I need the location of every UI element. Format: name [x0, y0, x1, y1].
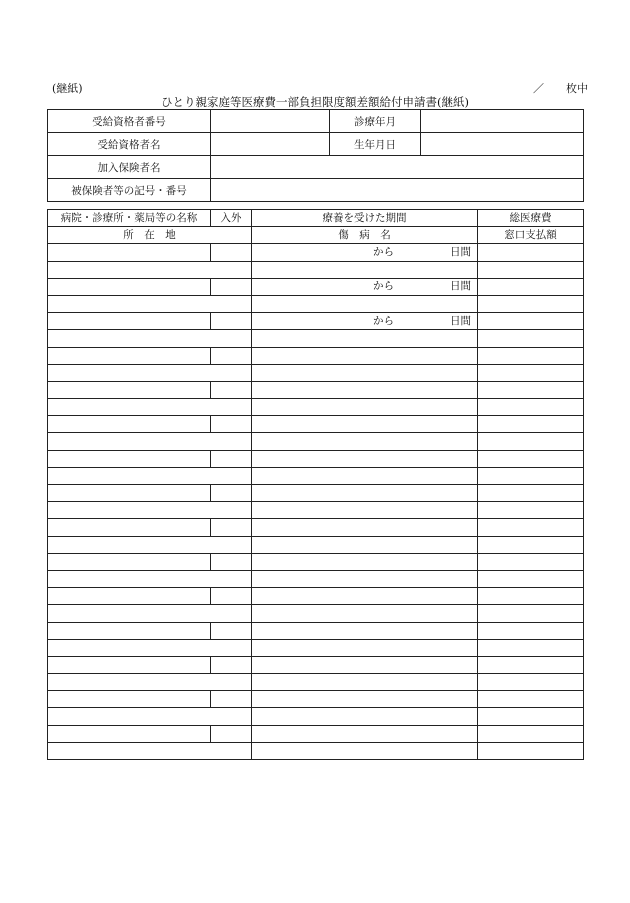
- recipient-name-label: 受給資格者名: [48, 133, 211, 156]
- institution-name-field[interactable]: [48, 347, 211, 364]
- treatment-period-field[interactable]: [252, 381, 478, 398]
- copay-field[interactable]: [478, 467, 584, 484]
- institution-name-field[interactable]: [48, 278, 211, 295]
- address-header: 所 在 地: [48, 227, 252, 244]
- treatment-period-field[interactable]: [252, 725, 478, 742]
- disease-field[interactable]: [252, 433, 478, 450]
- treatment-period-field[interactable]: [252, 244, 478, 261]
- copay-field[interactable]: [478, 295, 584, 312]
- birth-date-label: 生年月日: [330, 133, 421, 156]
- inpatient-outpatient-field[interactable]: [211, 691, 252, 708]
- medical-detail-table: [47, 209, 584, 760]
- inpatient-outpatient-field[interactable]: [211, 450, 252, 467]
- recipient-number-label: 受給資格者番号: [48, 110, 211, 133]
- disease-field[interactable]: [252, 742, 478, 759]
- total-cost-field[interactable]: [478, 519, 584, 536]
- disease-field[interactable]: [252, 330, 478, 347]
- copay-field[interactable]: [478, 433, 584, 450]
- inpatient-outpatient-field[interactable]: [211, 485, 252, 502]
- disease-header: 傷 病 名: [252, 227, 478, 244]
- copay-field[interactable]: [478, 605, 584, 622]
- disease-field[interactable]: [252, 295, 478, 312]
- total-cost-field[interactable]: [478, 313, 584, 330]
- insurer-field[interactable]: [211, 156, 584, 179]
- treatment-period-field[interactable]: [252, 656, 478, 673]
- total-cost-field[interactable]: [478, 656, 584, 673]
- disease-field[interactable]: [252, 364, 478, 381]
- copay-field[interactable]: [478, 502, 584, 519]
- address-field[interactable]: [48, 639, 252, 656]
- insurer-label: 加入保険者名: [48, 156, 211, 179]
- continuation-label: (継紙): [52, 82, 83, 95]
- disease-field[interactable]: [252, 261, 478, 278]
- disease-field[interactable]: [252, 536, 478, 553]
- institution-name-field[interactable]: [48, 656, 211, 673]
- institution-name-field[interactable]: [48, 588, 211, 605]
- treatment-period-field[interactable]: [252, 450, 478, 467]
- copay-field[interactable]: [478, 364, 584, 381]
- treatment-period-field[interactable]: [252, 622, 478, 639]
- inpatient-outpatient-field[interactable]: [211, 622, 252, 639]
- period-days-label: 日間: [450, 245, 471, 258]
- institution-name-field[interactable]: [48, 450, 211, 467]
- copay-field[interactable]: [478, 536, 584, 553]
- address-field[interactable]: [48, 536, 252, 553]
- copay-field[interactable]: [478, 330, 584, 347]
- total-cost-field[interactable]: [478, 588, 584, 605]
- inpatient-outpatient-field[interactable]: [211, 553, 252, 570]
- institution-header: 病院・診療所・薬局等の名称: [48, 210, 211, 227]
- copay-field[interactable]: [478, 708, 584, 725]
- address-field[interactable]: [48, 674, 252, 691]
- total-cost-field[interactable]: [478, 381, 584, 398]
- treatment-period-field[interactable]: [252, 485, 478, 502]
- address-field[interactable]: [48, 570, 252, 587]
- inpatient-outpatient-field[interactable]: [211, 588, 252, 605]
- inpatient-outpatient-field[interactable]: [211, 347, 252, 364]
- copay-field[interactable]: [478, 399, 584, 416]
- total-cost-field[interactable]: [478, 416, 584, 433]
- copay-field[interactable]: [478, 261, 584, 278]
- total-cost-field[interactable]: [478, 244, 584, 261]
- inpatient-outpatient-field[interactable]: [211, 278, 252, 295]
- inpatient-outpatient-field[interactable]: [211, 725, 252, 742]
- treatment-period-field[interactable]: [252, 691, 478, 708]
- total-cost-field[interactable]: [478, 622, 584, 639]
- total-cost-field[interactable]: [478, 691, 584, 708]
- treatment-period-field[interactable]: [252, 416, 478, 433]
- treatment-period-header: 療養を受けた期間: [252, 210, 478, 227]
- disease-field[interactable]: [252, 605, 478, 622]
- address-field[interactable]: [48, 708, 252, 725]
- institution-name-field[interactable]: [48, 485, 211, 502]
- address-field[interactable]: [48, 330, 252, 347]
- institution-name-field[interactable]: [48, 416, 211, 433]
- institution-name-field[interactable]: [48, 244, 211, 261]
- inpatient-outpatient-field[interactable]: [211, 416, 252, 433]
- recipient-name-field[interactable]: [211, 133, 330, 156]
- address-field[interactable]: [48, 364, 252, 381]
- birth-date-field[interactable]: [421, 133, 584, 156]
- total-cost-field[interactable]: [478, 485, 584, 502]
- institution-name-field[interactable]: [48, 691, 211, 708]
- address-field[interactable]: [48, 502, 252, 519]
- inpatient-outpatient-field[interactable]: [211, 381, 252, 398]
- recipient-number-field[interactable]: [211, 110, 330, 133]
- address-field[interactable]: [48, 261, 252, 278]
- address-field[interactable]: [48, 399, 252, 416]
- treatment-month-label: 診療年月: [330, 110, 421, 133]
- period-days-label: 日間: [450, 280, 471, 293]
- period-days-label: 日間: [450, 314, 471, 327]
- total-cost-field[interactable]: [478, 450, 584, 467]
- total-cost-field[interactable]: [478, 553, 584, 570]
- address-field[interactable]: [48, 295, 252, 312]
- copay-header: 窓口支払額: [478, 227, 584, 244]
- institution-name-field[interactable]: [48, 725, 211, 742]
- address-field[interactable]: [48, 433, 252, 450]
- treatment-period-field[interactable]: [252, 519, 478, 536]
- institution-name-field[interactable]: [48, 519, 211, 536]
- address-field[interactable]: [48, 605, 252, 622]
- inpatient-outpatient-field[interactable]: [211, 244, 252, 261]
- inpatient-outpatient-field[interactable]: [211, 519, 252, 536]
- treatment-period-field[interactable]: [252, 588, 478, 605]
- total-cost-field[interactable]: [478, 725, 584, 742]
- applicant-info-table: [47, 109, 584, 202]
- insured-symbol-number-label: 被保険者等の記号・番号: [48, 179, 211, 202]
- institution-name-field[interactable]: [48, 381, 211, 398]
- copay-field[interactable]: [478, 674, 584, 691]
- copay-field[interactable]: [478, 639, 584, 656]
- copay-field[interactable]: [478, 742, 584, 759]
- inpatient-outpatient-header: 入外: [211, 210, 252, 227]
- address-field[interactable]: [48, 467, 252, 484]
- page-slash: ／: [533, 82, 544, 95]
- form-title: ひとり親家庭等医療費一部負担限度額差額給付申請書(継紙): [161, 95, 469, 109]
- institution-name-field[interactable]: [48, 622, 211, 639]
- period-from-label: から: [373, 245, 394, 258]
- disease-field[interactable]: [252, 708, 478, 725]
- total-cost-header: 総医療費: [478, 210, 584, 227]
- period-from-label: から: [373, 280, 394, 293]
- treatment-month-field[interactable]: [421, 110, 584, 133]
- period-from-label: から: [373, 314, 394, 327]
- treatment-period-field[interactable]: [252, 347, 478, 364]
- address-field[interactable]: [48, 742, 252, 759]
- treatment-period-field[interactable]: [252, 278, 478, 295]
- disease-field[interactable]: [252, 674, 478, 691]
- page-count-label: 枚中: [566, 82, 588, 95]
- total-cost-field[interactable]: [478, 347, 584, 364]
- disease-field[interactable]: [252, 399, 478, 416]
- disease-field[interactable]: [252, 502, 478, 519]
- institution-name-field[interactable]: [48, 553, 211, 570]
- disease-field[interactable]: [252, 570, 478, 587]
- total-cost-field[interactable]: [478, 278, 584, 295]
- inpatient-outpatient-field[interactable]: [211, 656, 252, 673]
- copay-field[interactable]: [478, 570, 584, 587]
- insured-symbol-number-field[interactable]: [211, 179, 584, 202]
- disease-field[interactable]: [252, 639, 478, 656]
- inpatient-outpatient-field[interactable]: [211, 313, 252, 330]
- treatment-period-field[interactable]: [252, 313, 478, 330]
- treatment-period-field[interactable]: [252, 553, 478, 570]
- disease-field[interactable]: [252, 467, 478, 484]
- institution-name-field[interactable]: [48, 313, 211, 330]
